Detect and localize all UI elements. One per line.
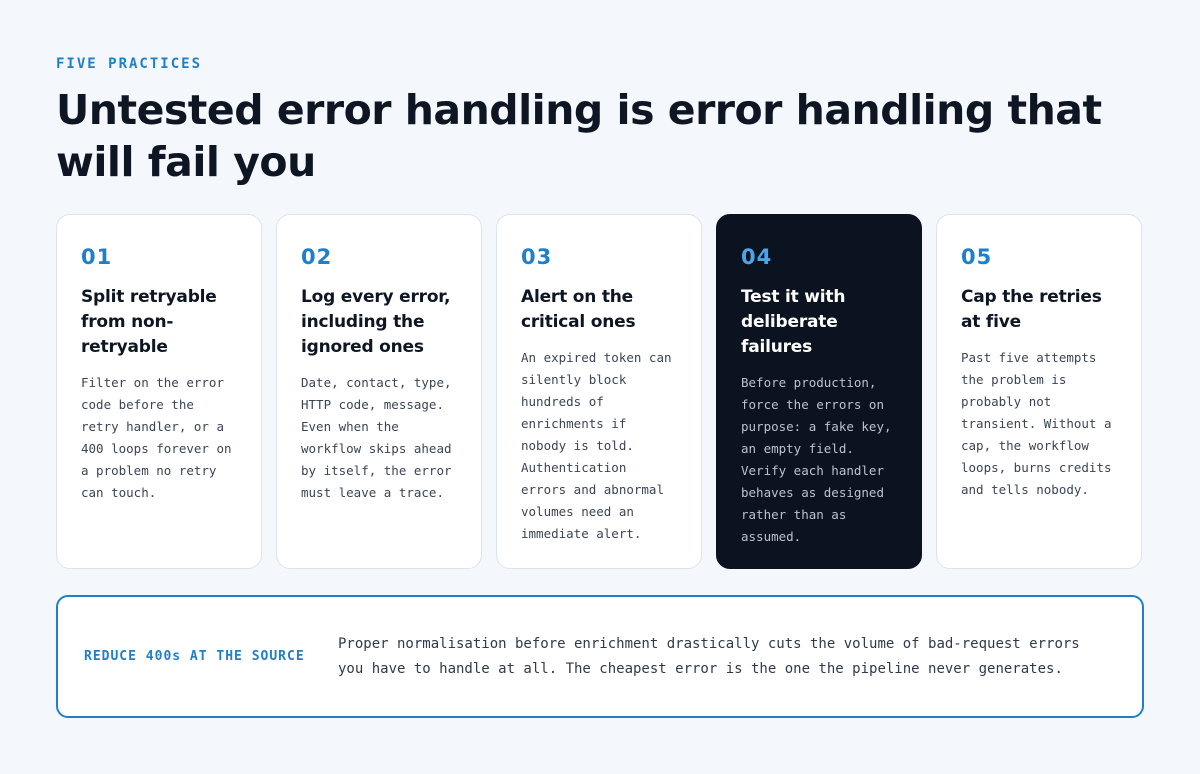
card-number: 03 xyxy=(521,245,553,269)
card-number: 02 xyxy=(301,245,333,269)
card-body: An expired token can silently block hundreds of enrichments if nobody is told. Authentication errors and abnormal volumes need an immediate alert. xyxy=(521,350,672,541)
practice-card-1 xyxy=(56,214,262,569)
card-title: Log every error, including the ignored ones xyxy=(301,287,451,357)
card-body: Before production, force the errors on purpose: a fake key, an empty field. Verify each handler behaves as designed rather than as assumed. xyxy=(741,375,892,544)
page-title: Untested error handling is error handling that will fail you xyxy=(56,86,1102,186)
practice-card-2 xyxy=(276,214,482,569)
card-title: Alert on the critical ones xyxy=(521,287,636,332)
callout-label: REDUCE 400s AT THE SOURCE xyxy=(84,649,305,664)
card-number: 05 xyxy=(961,245,993,269)
eyebrow-label: FIVE PRACTICES xyxy=(56,56,203,72)
card-title: Test it with deliberate failures xyxy=(741,287,846,357)
card-body: Date, contact, type, HTTP code, message. Even when the workflow skips ahead by itself, the error must leave a trace. xyxy=(301,375,452,500)
card-number: 04 xyxy=(741,245,773,269)
card-title: Split retryable from non-retryable xyxy=(81,287,217,357)
card-number: 01 xyxy=(81,245,113,269)
practice-card-5 xyxy=(936,214,1142,569)
card-body: Filter on the error code before the retry handler, or a 400 loops forever on a problem no retry can touch. xyxy=(81,375,232,500)
card-title: Cap the retries at five xyxy=(961,287,1102,332)
practice-card-4-highlighted xyxy=(716,214,922,569)
practices-cards xyxy=(56,214,1144,569)
callout-text: Proper normalisation before enrichment drastically cuts the volume of bad-request errors you have to handle at all. The cheapest error is the one the pipeline never generates. xyxy=(338,635,1080,677)
practice-card-3 xyxy=(496,214,702,569)
callout-box xyxy=(56,595,1144,718)
card-body: Past five attempts the problem is probably not transient. Without a cap, the workflow loops, burns credits and tells nobody. xyxy=(961,350,1112,497)
